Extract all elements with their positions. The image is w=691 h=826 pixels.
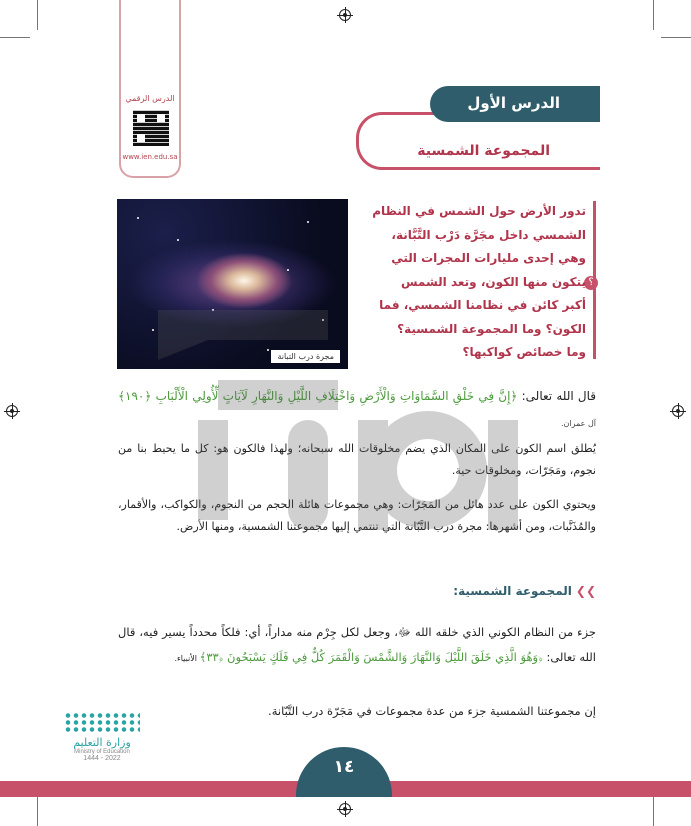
intro-line: الشمسي داخل مجَرَّة دَرْب التَّبَّانة، bbox=[391, 227, 586, 242]
quote-prefix: قال الله تعالى: bbox=[517, 389, 597, 403]
galaxies-paragraph: ويحتوي الكون على عدد هائل من المَجَرّات: وهي مجموعات هائلة الحجم من النجوم، والكواكب، والأقمار، والمُذَنَّبات، ومن أشهرها: مجرة درب التَّبّانة التي تنتمي إليها مجموعتنا الشمسية، ومنها الأرض. bbox=[118, 498, 596, 533]
ministry-logo bbox=[42, 712, 162, 762]
ministry-emblem-icon bbox=[64, 712, 140, 732]
quote-verse: ﴿إِنَّ فِي خَلْقِ السَّمَاوَاتِ وَالْأَرْضِ وَاخْتِلَافِ اللَّيْلِ وَالنَّهَارِ لَآيَاتٍ لِّأُولِي الْأَلْبَابِ ﴿١٩٠﴾ bbox=[118, 389, 518, 403]
intro-paragraph bbox=[370, 200, 586, 365]
digital-lesson-label: الدرس الرقمي bbox=[125, 94, 175, 103]
digital-lesson-url[interactable]: www.ien.edu.sa bbox=[122, 153, 178, 161]
intro-line: أكبر كائن في نظامنا الشمسي، فما bbox=[379, 298, 586, 312]
registration-mark-icon bbox=[6, 405, 18, 417]
crop-mark bbox=[37, 796, 38, 826]
image-caption: مجرة درب التبانة bbox=[271, 350, 340, 363]
ministry-name-ar: وزارة التعليم bbox=[73, 736, 131, 749]
section-heading: ❯❯المجموعة الشمسية: bbox=[453, 584, 596, 598]
quote-reference: آل عمران. bbox=[560, 419, 596, 428]
crop-mark bbox=[37, 0, 38, 30]
ministry-name-en: Ministry of Education bbox=[74, 749, 130, 755]
crop-mark bbox=[653, 796, 654, 826]
double-chevron-icon: ❯❯ bbox=[575, 584, 596, 598]
digital-lesson-tab[interactable] bbox=[119, 0, 181, 178]
lesson-tab-label: الدرس الأول bbox=[467, 94, 560, 112]
crop-mark bbox=[0, 37, 30, 38]
qr-code-icon[interactable] bbox=[133, 110, 169, 146]
universe-paragraph: يُطلق اسم الكون على المكان الذي يضم مخلوقات الله سبحانه؛ ولهذا فالكون هو: كل ما يحيط بنا من نجوم، ومَجَرّات، ومخلوقات حية. bbox=[118, 442, 596, 477]
lesson-title: المجموعة الشمسية bbox=[417, 143, 550, 159]
section-verse-reference: الأنبياء. bbox=[174, 654, 200, 663]
intro-line: يتكون منها الكون، وتعد الشمس bbox=[400, 274, 586, 289]
section-text: جزء من النظام الكوني الذي خلقه الله ﷻ، وجعل لكل جِرْم منه مداراً، أي: فلكاً محدداً يسير فيه، قال الله تعالى: bbox=[118, 625, 596, 664]
galaxy-image bbox=[117, 199, 348, 369]
registration-mark-icon bbox=[672, 405, 684, 417]
intro-line: تدور الأرض حول الشمس في النظام bbox=[372, 204, 586, 218]
lesson-tab bbox=[430, 86, 600, 122]
section-verse: ﴿وَهُوَ الَّذِي خَلَقَ اللَّيْلَ وَالنَّهَارَ وَالشَّمْسَ وَالْقَمَرَ كُلٌّ فِي فَلَكٍ يَسْبَحُونَ ﴿٣٣﴾ bbox=[199, 650, 543, 664]
closing-sentence: إن مجموعتنا الشمسية جزء من عدة مجموعات في مَجَرّة درب التَّبّانة. bbox=[268, 704, 596, 718]
intro-line: الكون؟ وما المجموعة الشمسية؟ bbox=[397, 321, 586, 336]
quran-quote bbox=[118, 384, 596, 436]
intro-line: وما خصائص كواكبها؟ bbox=[462, 345, 586, 359]
crop-mark bbox=[653, 0, 654, 30]
registration-mark-icon bbox=[339, 803, 351, 815]
page-number: ١٤ bbox=[296, 747, 392, 797]
question-icon: ؟ bbox=[584, 276, 598, 290]
crop-mark bbox=[661, 37, 691, 38]
registration-mark-icon bbox=[339, 9, 351, 21]
edition-year: 2022 - 1444 bbox=[83, 755, 121, 762]
intro-line: وهي إحدى مليارات المجرات التي bbox=[391, 251, 586, 265]
solar-system-paragraph bbox=[118, 620, 596, 671]
